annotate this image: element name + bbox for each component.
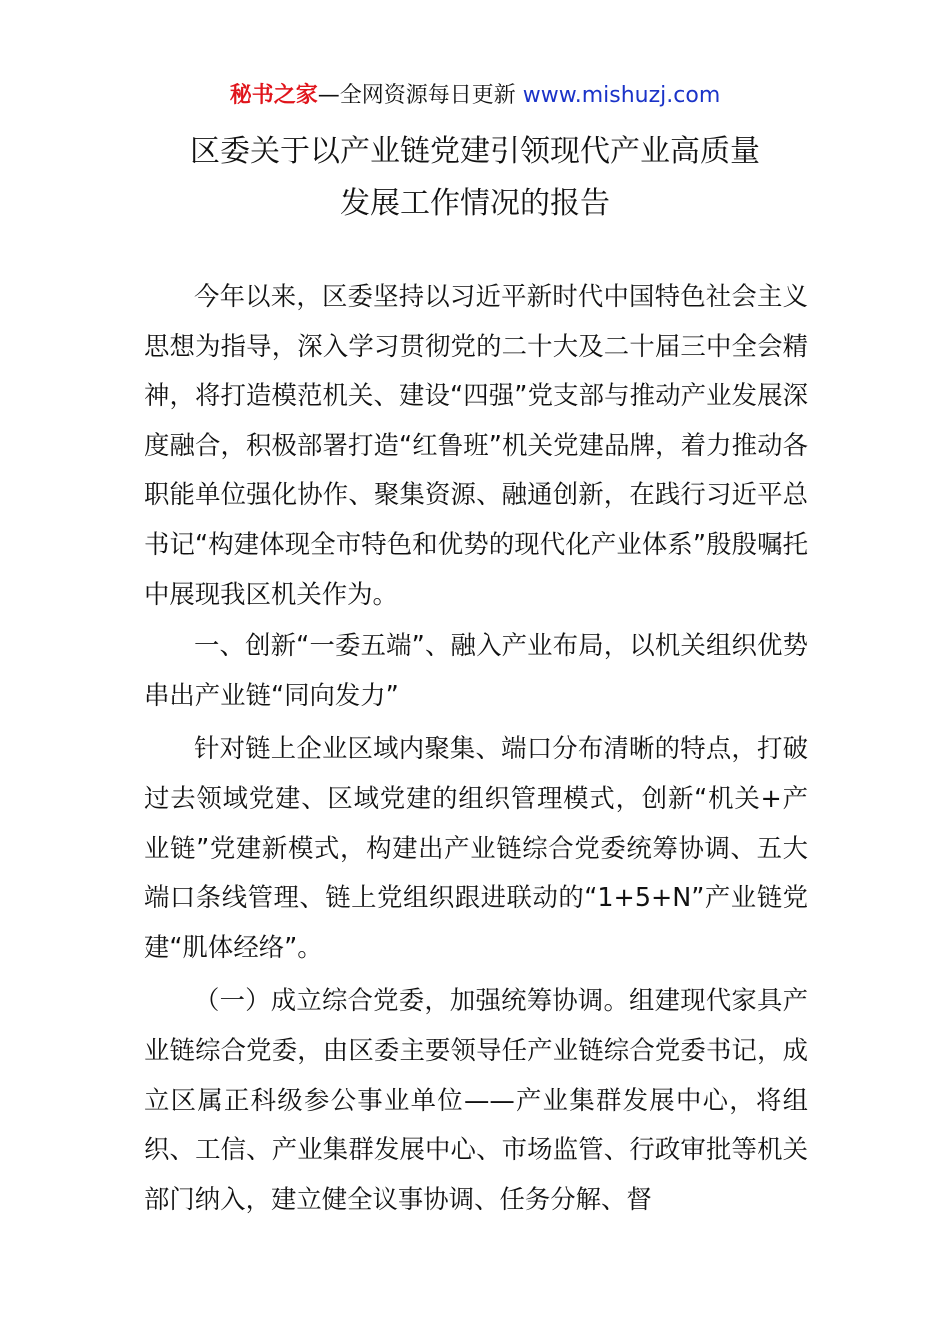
document-title (0, 126, 950, 230)
site-url-link[interactable]: www.mishuzj.com (522, 83, 721, 108)
intro-paragraph: 今年以来，区委坚持以习近平新时代中国特色社会主义思想为指导，深入学习贯彻党的二十大及二十届三中全会精神，将打造模范机关、建设“四强”党支部与推动产业发展深度融合，积极部署打造“红鲁班”机关党建品牌，着力推动各职能单位强化协作、聚集资源、融通创新，在践行习近平总书记“构建体现全市特色和优势的现代化产业体系”殷殷嘱托中展现我区机关作为。 (144, 281, 808, 609)
brand-name: 秘书之家 (229, 83, 318, 108)
section-heading-1: 一、创新“一委五端”、融入产业布局，以机关组织优势串出产业链“同向发力” (144, 630, 808, 710)
site-header (0, 80, 950, 112)
title-line-2: 发展工作情况的报告 (340, 186, 610, 221)
document-body (144, 272, 808, 1224)
header-tagline: —全网资源每日更新 (317, 83, 516, 108)
title-line-1: 区委关于以产业链党建引领现代产业高质量 (190, 134, 760, 169)
section-paragraph: 针对链上企业区域内聚集、端口分布清晰的特点，打破过去领域党建、区域党建的组织管理模式，创新“机关+产业链”党建新模式，构建出产业链综合党委统筹协调、五大端口条线管理、链上党组织跟进联动的“1+5+N”产业链党建“肌体经络”。 (144, 733, 808, 962)
subsection-paragraph-1: （一）成立综合党委，加强统筹协调。组建现代家具产业链综合党委，由区委主要领导任产业链综合党委书记，成立区属正科级参公事业单位——产业集群发展中心，将组织、工信、产业集群发展中心、市场监管、行政审批等机关部门纳入，建立健全议事协调、任务分解、督 (144, 985, 808, 1214)
